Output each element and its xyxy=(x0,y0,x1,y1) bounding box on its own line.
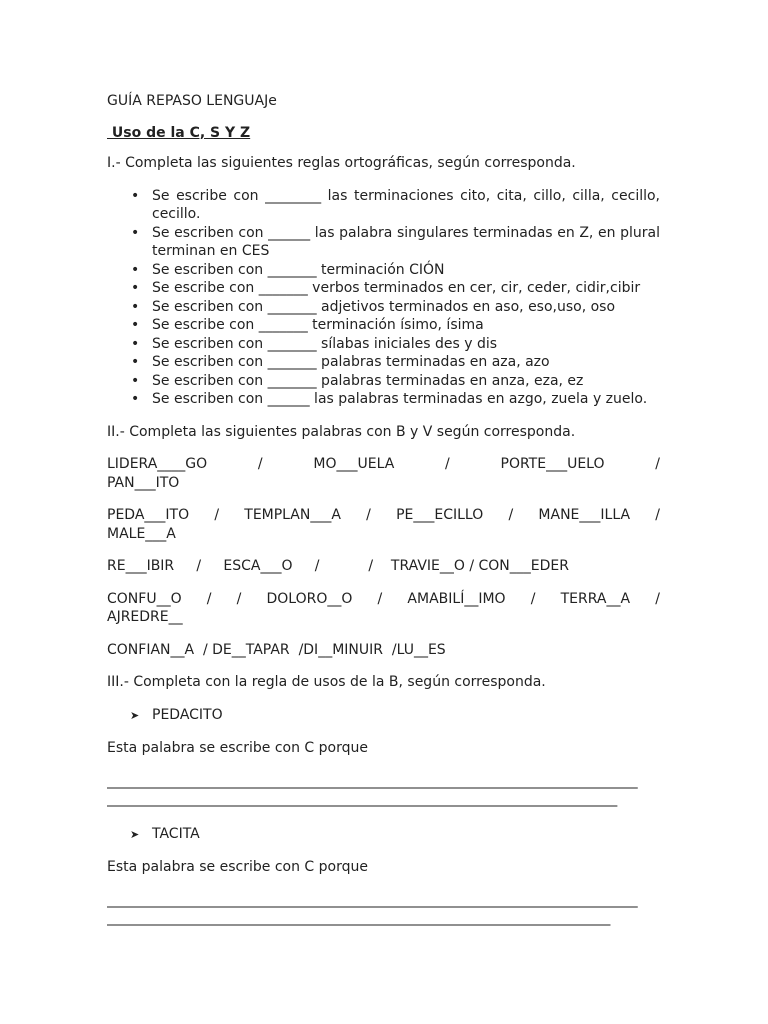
word-blank: PAN___ITO xyxy=(107,474,180,491)
separator: / xyxy=(236,590,242,607)
separator: / xyxy=(206,590,212,607)
exercise-prompt: Esta palabra se escribe con C porque xyxy=(107,740,368,756)
rules-list xyxy=(107,187,660,409)
word-blank: LIDERA____GO xyxy=(107,456,208,472)
word-blank: AJREDRE__ xyxy=(107,609,183,625)
word-blank: MO___UELA xyxy=(313,456,395,472)
exercise-word-1 xyxy=(130,706,660,726)
worksheet-page xyxy=(107,92,660,944)
answer-line[interactable]: __________________________________________________________________________ xyxy=(107,910,611,926)
word-blank: PORTE___UELO xyxy=(500,456,605,472)
word-row-2 xyxy=(107,506,660,543)
separator: / xyxy=(214,507,220,523)
separator: / xyxy=(366,507,371,523)
answer-line[interactable]: ______________________________________________________________________________ xyxy=(107,772,638,789)
word-row-4 xyxy=(107,590,660,627)
word-blank: TERRA__A xyxy=(560,590,631,607)
word-blank: PE___ECILLO xyxy=(396,507,484,523)
document-title: GUÍA REPASO LENGUAJe xyxy=(107,93,277,109)
word-row-5: CONFIAN__A / DE__TAPAR /DI__MINUIR /LU__ES xyxy=(107,641,446,658)
answer-line[interactable]: ___________________________________________________________________________ xyxy=(107,791,618,807)
separator: / xyxy=(655,507,660,523)
word-row-1 xyxy=(107,455,660,492)
word-blank: MALE___A xyxy=(107,525,176,542)
section-title: Uso de la C, S Y Z xyxy=(107,124,251,141)
part2-instruction: II.- Completa las siguientes palabras con B y V según corresponda. xyxy=(107,423,576,440)
rule-item: • Se escriben con _______ sílabas iniciales des y dis xyxy=(152,335,660,354)
separator: / xyxy=(445,456,450,472)
separator: / xyxy=(530,590,536,607)
rule-item: • Se escriben con _______ adjetivos terminados en aso, eso,uso, oso xyxy=(152,298,660,317)
part1-instruction: I.- Completa las siguientes reglas ortográficas, según corresponda. xyxy=(107,155,576,171)
rule-item: • Se escriben con _______ palabras terminadas en aza, azo xyxy=(152,353,660,372)
rule-item: • Se escriben con ______ las palabras terminadas en azgo, zuela y zuelo. xyxy=(152,390,660,409)
word-blank: MANE___ILLA xyxy=(538,507,631,523)
exercise-word: PEDACITO xyxy=(152,706,223,723)
word-blank: PEDA___ITO xyxy=(107,507,190,523)
exercise-prompt: Esta palabra se escribe con C porque xyxy=(107,859,368,875)
part3-instruction: III.- Completa con la regla de usos de la B, según corresponda. xyxy=(107,674,546,690)
separator: / xyxy=(655,590,660,607)
exercise-word: TACITA xyxy=(152,825,200,842)
rule-item: • Se escriben con _______ palabras terminadas en anza, eza, ez xyxy=(152,372,660,391)
separator: / xyxy=(377,590,383,607)
rule-item: • Se escribe con _______ terminación ísimo, ísima xyxy=(152,316,660,335)
rule-item: • Se escriben con ______ las palabra singulares terminadas en Z, en plural terminan en CES xyxy=(152,224,660,261)
rule-item: • Se escribe con ________ las terminaciones cito, cita, cillo, cilla, cecillo, cecillo. xyxy=(152,187,660,224)
separator: / xyxy=(655,456,660,472)
word-blank: TEMPLAN___A xyxy=(244,507,341,523)
exercise-word-2 xyxy=(130,825,660,845)
arrow-bullet-icon: ➤ xyxy=(130,827,140,841)
answer-area-2[interactable] xyxy=(107,891,660,928)
word-blank: CONFU__O xyxy=(107,590,182,607)
rule-item: • Se escribe con _______ verbos terminados en cer, cir, ceder, cidir,cibir xyxy=(152,279,660,298)
answer-area-1[interactable] xyxy=(107,772,660,809)
separator: / xyxy=(257,456,263,472)
word-row-3: RE___IBIR / ESCA___O / / TRAVIE__O / CON___EDER xyxy=(107,558,569,574)
rule-item: • Se escriben con _______ terminación CIÓN xyxy=(152,261,660,280)
arrow-bullet-icon: ➤ xyxy=(130,708,140,722)
word-blank: AMABILÍ__IMO xyxy=(407,590,506,607)
separator: / xyxy=(508,507,514,523)
word-blank: DOLORO__O xyxy=(266,590,353,607)
answer-line[interactable]: ______________________________________________________________________________ xyxy=(107,891,638,908)
